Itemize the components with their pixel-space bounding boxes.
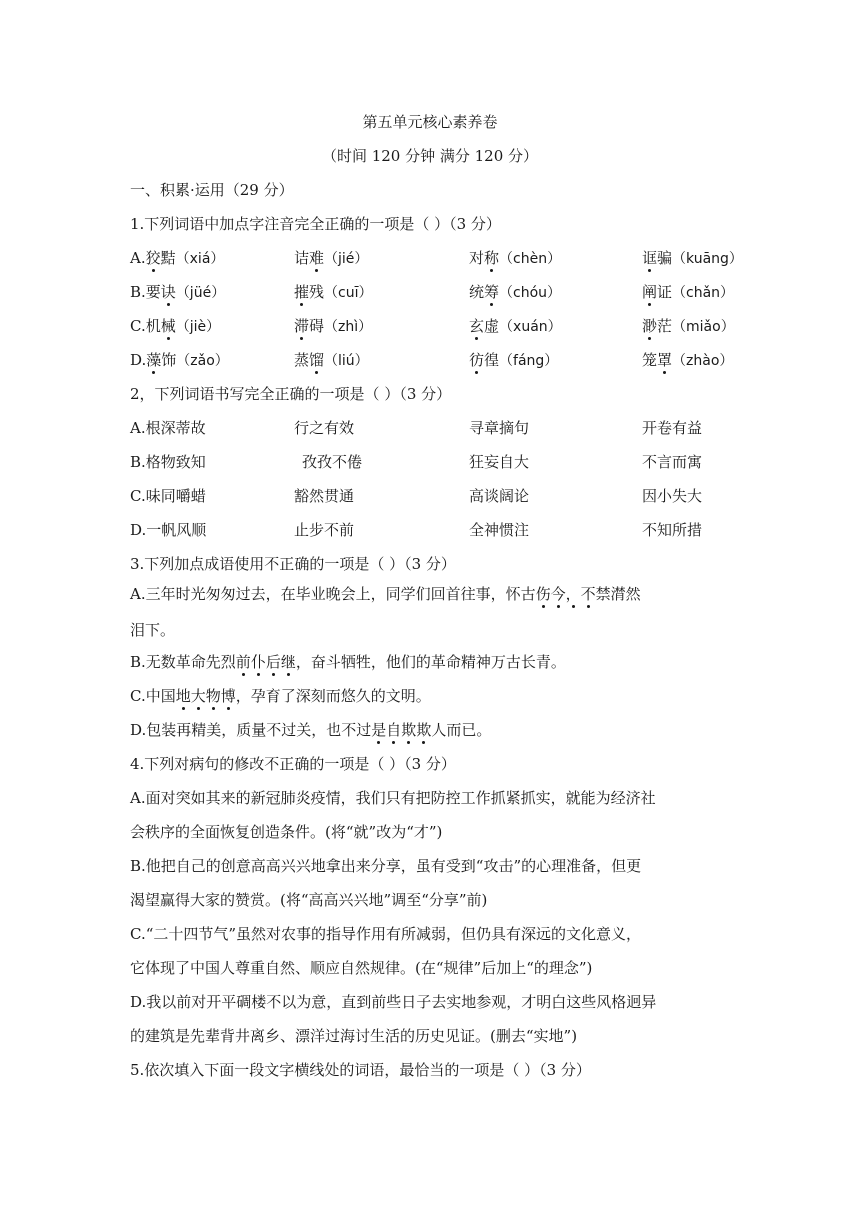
q1-option-c-4: 渺茫（miǎo） [642,317,735,335]
question-1-stem: 1.下列词语中加点字注音完全正确的一项是（ ）（3 分） [130,215,501,233]
section-heading: 一、积累·运用（29 分） [130,181,294,199]
q1-option-b-4: 阐证（chǎn） [642,283,735,301]
q1-option-b-2: 摧残（cuī） [294,283,373,301]
q3-option-b: B.无数革命先烈前仆后继，奋斗牺牲，他们的革命精神万古长青。 [130,653,566,671]
q2-option-b-1: B.格物致知 [130,453,206,471]
q1-option-b-1: B.要诀（jüé） [130,283,226,301]
q2-option-d-2: 止步不前 [294,521,355,539]
q4-option-a-line-2: 会秩序的全面恢复创造条件。(将“就”改为“才”) [130,823,443,841]
q1-option-c-1: C.机械（jiè） [130,317,221,335]
q1-option-c-3: 玄虚（xuán） [469,317,562,335]
q1-option-d-2: 蒸馏（liú） [294,351,369,369]
q1-option-a-1: A.狡黠（xiá） [130,249,225,267]
exam-time-score: （时间 120 分钟 满分 120 分） [321,147,539,165]
q3-option-a-line-1: A.三年时光匆匆过去，在毕业晚会上，同学们回首往事，怀古伤今，不禁潸然 [130,585,641,603]
page-title: 第五单元核心素养卷 [362,113,498,131]
q2-option-a-1: A.根深蒂故 [130,419,206,437]
question-3-stem: 3.下列加点成语使用不正确的一项是（ ）（3 分） [130,555,456,573]
q1-option-d-4: 笼罩（zhào） [642,351,734,369]
q4-option-d-line-2: 的建筑是先辈背井离乡、漂洋过海讨生活的历史见证。(删去“实地”) [130,1027,578,1045]
q3-option-a-line-2: 泪下。 [130,621,176,639]
q3-option-c: C.中国地大物博，孕育了深刻而悠久的文明。 [130,687,431,705]
q4-option-d-line-1: D.我以前对开平碉楼不以为意，直到前些日子去实地参观，才明白这些风格迥异 [130,993,657,1011]
q4-option-b-line-2: 渴望赢得大家的赞赏。(将“高高兴兴地”调至“分享”前) [130,891,488,909]
question-4-stem: 4.下列对病句的修改不正确的一项是（ ）（3 分） [130,755,456,773]
q1-option-a-2: 诘难（jié） [294,249,369,267]
q4-option-b-line-1: B.他把自己的创意高高兴兴地拿出来分享，虽有受到“攻击”的心理准备，但更 [130,857,642,875]
q2-option-d-3: 全神惯注 [469,521,530,539]
q2-option-c-3: 高谈阔论 [469,487,530,505]
q1-option-d-1: D.藻饰（zǎo） [130,351,229,369]
q1-option-a-3: 对称（chèn） [469,249,562,267]
q4-option-c-line-2: 它体现了中国人尊重自然、顺应自然规律。(在“规律”后加上“的理念”) [130,959,593,977]
q1-option-b-3: 统筹（chóu） [469,283,562,301]
q3-option-d: D.包装再精美，质量不过关，也不过是自欺欺人而已。 [130,721,492,739]
q2-option-b-3: 狂妄自大 [469,453,530,471]
q2-option-b-4: 不言而寓 [642,453,703,471]
q2-option-c-1: C.味同嚼蜡 [130,487,206,505]
question-5-stem: 5.依次填入下面一段文字横线处的词语，最恰当的一项是（ ）（3 分） [130,1061,591,1079]
q4-option-a-line-1: A.面对突如其来的新冠肺炎疫情，我们只有把防控工作抓紧抓实，就能为经济社 [130,789,656,807]
q2-option-d-4: 不知所措 [642,521,703,539]
q2-option-c-2: 豁然贯通 [294,487,355,505]
q1-option-a-4: 诓骗（kuāng） [642,249,743,267]
q2-option-a-4: 开卷有益 [642,419,703,437]
question-2-stem: 2，下列词语书写完全正确的一项是（ ）（3 分） [130,385,452,403]
q1-option-d-3: 彷徨（fáng） [469,351,559,369]
q2-option-a-3: 寻章摘句 [469,419,530,437]
q2-option-d-1: D.一帆风顺 [130,521,207,539]
q2-option-b-2: 孜孜不倦 [302,453,363,471]
q2-option-c-4: 因小失大 [642,487,703,505]
q4-option-c-line-1: C.“二十四节气”虽然对农事的指导作用有所减弱，但仍具有深远的文化意义， [130,925,642,943]
q1-option-c-2: 滞碍（zhì） [294,317,373,335]
q2-option-a-2: 行之有效 [294,419,355,437]
